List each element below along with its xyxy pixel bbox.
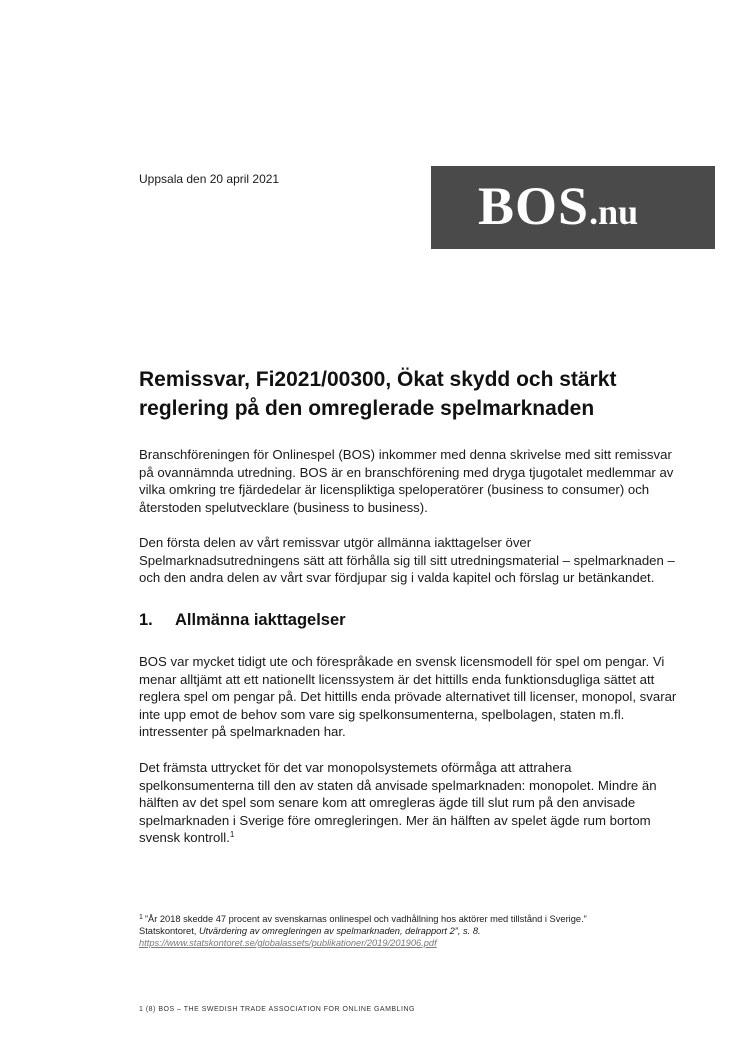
document-title: Remissvar, Fi2021/00300, Ökat skydd och stärkt reglering på den omreglerade spelmarknaden — [139, 368, 617, 420]
footnote-source-org: Statskontoret, — [139, 926, 199, 936]
footnote-quote: ”År 2018 skedde 47 procent av svenskarnas onlinespel och vadhållning hos aktörer med tillstånd i Sverige.” — [144, 914, 587, 924]
logo-main: BOS — [478, 176, 590, 236]
section-heading — [139, 609, 346, 631]
structure-paragraph: Den första delen av vårt remissvar utgör allmänna iakttagelser över Spelmarknadsutredningens sätt att förhålla sig till sitt utredningsmaterial – spelmarknaden – och den andra delen av vårt svar fördjupar sig i valda kapitel och förslag ur betänkandet. — [139, 535, 675, 585]
footnote-source-title: Utvärdering av omregleringen av spelmarknaden, delrapport 2”, s. 8. — [198, 926, 481, 936]
section-paragraph-2-text: Det främsta uttrycket för det var monopolsystemets oförmåga att attrahera spelkonsumenterna till den av staten då anvisade spelmarknaden: monopolet. Mindre än hälften av det spel som senare kom att omregleras ägde till slut rum på den anvisade spelmarknaden i Sverige före omregleringen. Mer än hälften av spelet ägde rum bortom svensk kontroll. — [139, 760, 657, 845]
section-paragraph-1: BOS var mycket tidigt ute och förespråkade en svensk licensmodell för spel om pengar. Vi menar alltjämt att ett nationellt licenssystem är det hittills enda funktionsdugliga sättet att reglera spel om pengar på. Det hittills enda prövade alternativet till licenser, monopol, svarar inte upp emot de behov som vare sig spelkonsumenterna, spelbolagen, staten m.fl. intressenter på spelmarknaden har. — [139, 654, 677, 739]
footnote-reference[interactable]: 1 — [229, 830, 235, 839]
footnote-number: 1 — [139, 914, 143, 921]
page-footer: 1 (8) BOS – THE SWEDISH TRADE ASSOCIATION FOR ONLINE GAMBLING — [139, 1006, 415, 1013]
intro-paragraph: Branschföreningen för Onlinespel (BOS) inkommer med denna skrivelse med sitt remissvar på ovannämnda utredning. BOS är en branschförening med dryga tjugotalet medlemmar av vilka omkring tre fjärdedelar är licenspliktiga speloperatörer (business to consumer) och återstoden spelutvecklare (business to business). — [139, 447, 674, 515]
logo-suffix: .nu — [589, 192, 639, 232]
document-date: Uppsala den 20 april 2021 — [139, 172, 280, 186]
footnote — [139, 912, 699, 949]
logo-text — [478, 172, 638, 246]
section-heading-text: Allmänna iakttagelser — [175, 611, 346, 629]
section-paragraph-2 — [139, 759, 684, 847]
section-number: 1. — [139, 611, 153, 629]
footnote-url-link[interactable]: https://www.statskontoret.se/globalassets/publikationer/2019/201906.pdf — [139, 938, 437, 948]
bos-logo — [431, 166, 715, 249]
